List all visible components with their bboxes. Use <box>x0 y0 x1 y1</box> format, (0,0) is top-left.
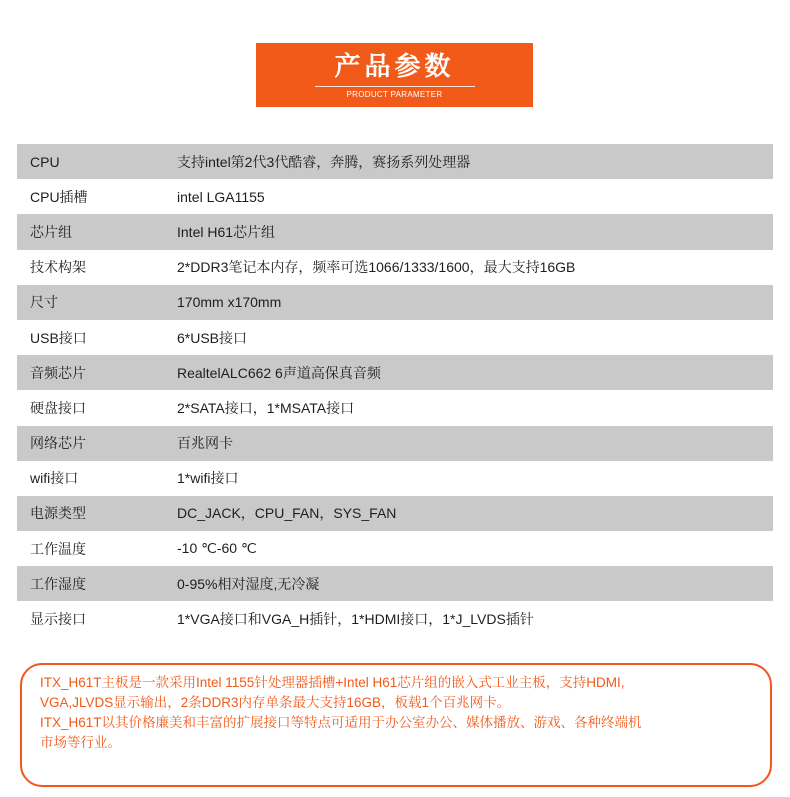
spec-label: 工作温度 <box>30 540 86 557</box>
spec-value: intel LGA1155 <box>177 188 265 205</box>
spec-label: USB接口 <box>30 329 87 346</box>
spec-value: RealtelALC662 6声道高保真音频 <box>177 364 381 381</box>
spec-value: 2*DDR3笔记本内存，频率可选1066/1333/1600，最大支持16GB <box>177 259 576 276</box>
spec-value: 1*wifi接口 <box>177 470 239 487</box>
spec-label: 芯片组 <box>30 223 72 240</box>
spec-value: 百兆网卡 <box>177 435 233 452</box>
spec-row <box>17 285 773 320</box>
spec-value: 1*VGA接口和VGA_H插针，1*HDMI接口，1*J_LVDS插针 <box>177 611 534 628</box>
spec-row <box>17 144 773 179</box>
description-line: VGA,JLVDS显示输出，2条DDR3内存单条最大支持16GB，板载1个百兆网卡。 <box>40 695 511 710</box>
spec-value: DC_JACK，CPU_FAN，SYS_FAN <box>177 505 397 522</box>
spec-value: -10 ℃-60 ℃ <box>177 540 257 557</box>
spec-value: 6*USB接口 <box>177 329 248 346</box>
banner-title: 产品参数 <box>334 51 455 82</box>
spec-label: 音频芯片 <box>30 364 86 381</box>
spec-row <box>17 566 773 601</box>
spec-label: CPU插槽 <box>30 188 88 205</box>
description-line: 市场等行业。 <box>40 735 121 750</box>
spec-row <box>17 461 773 496</box>
spec-label: 显示接口 <box>30 611 86 628</box>
spec-value: 2*SATA接口，1*MSATA接口 <box>177 399 355 416</box>
spec-row <box>17 426 773 461</box>
spec-label: CPU <box>30 153 60 170</box>
spec-label: 技术构架 <box>30 259 86 276</box>
banner-subtitle: PRODUCT PARAMETER <box>346 89 443 99</box>
spec-row <box>17 320 773 355</box>
product-description <box>20 663 772 787</box>
spec-row <box>17 496 773 531</box>
spec-label: 尺寸 <box>30 294 58 311</box>
spec-label: wifi接口 <box>30 470 79 487</box>
spec-row <box>17 214 773 249</box>
description-line: ITX_H61T主板是一款采用Intel 1155针处理器插槽+Intel H61芯片组的嵌入式工业主板，支持HDMI, <box>40 675 625 690</box>
banner-divider <box>315 86 475 87</box>
spec-label: 工作湿度 <box>30 575 86 592</box>
spec-label: 电源类型 <box>30 505 86 522</box>
spec-row <box>17 250 773 285</box>
spec-label: 硬盘接口 <box>30 399 86 416</box>
spec-value: Intel H61芯片组 <box>177 223 276 240</box>
spec-value: 0-95%相对湿度,无冷凝 <box>177 575 320 592</box>
description-line: ITX_H61T以其价格廉美和丰富的扩展接口等特点可适用于办公室办公、媒体播放、游戏、各种终端机 <box>40 715 642 730</box>
spec-value: 支持intel第2代3代酷睿，奔腾，赛扬系列处理器 <box>177 153 471 170</box>
spec-row <box>17 390 773 425</box>
spec-row <box>17 601 773 636</box>
spec-row <box>17 179 773 214</box>
spec-label: 网络芯片 <box>30 435 86 452</box>
spec-row <box>17 355 773 390</box>
section-banner <box>256 43 533 107</box>
spec-table <box>17 144 773 637</box>
spec-value: 170mm x170mm <box>177 294 282 311</box>
spec-row <box>17 531 773 566</box>
